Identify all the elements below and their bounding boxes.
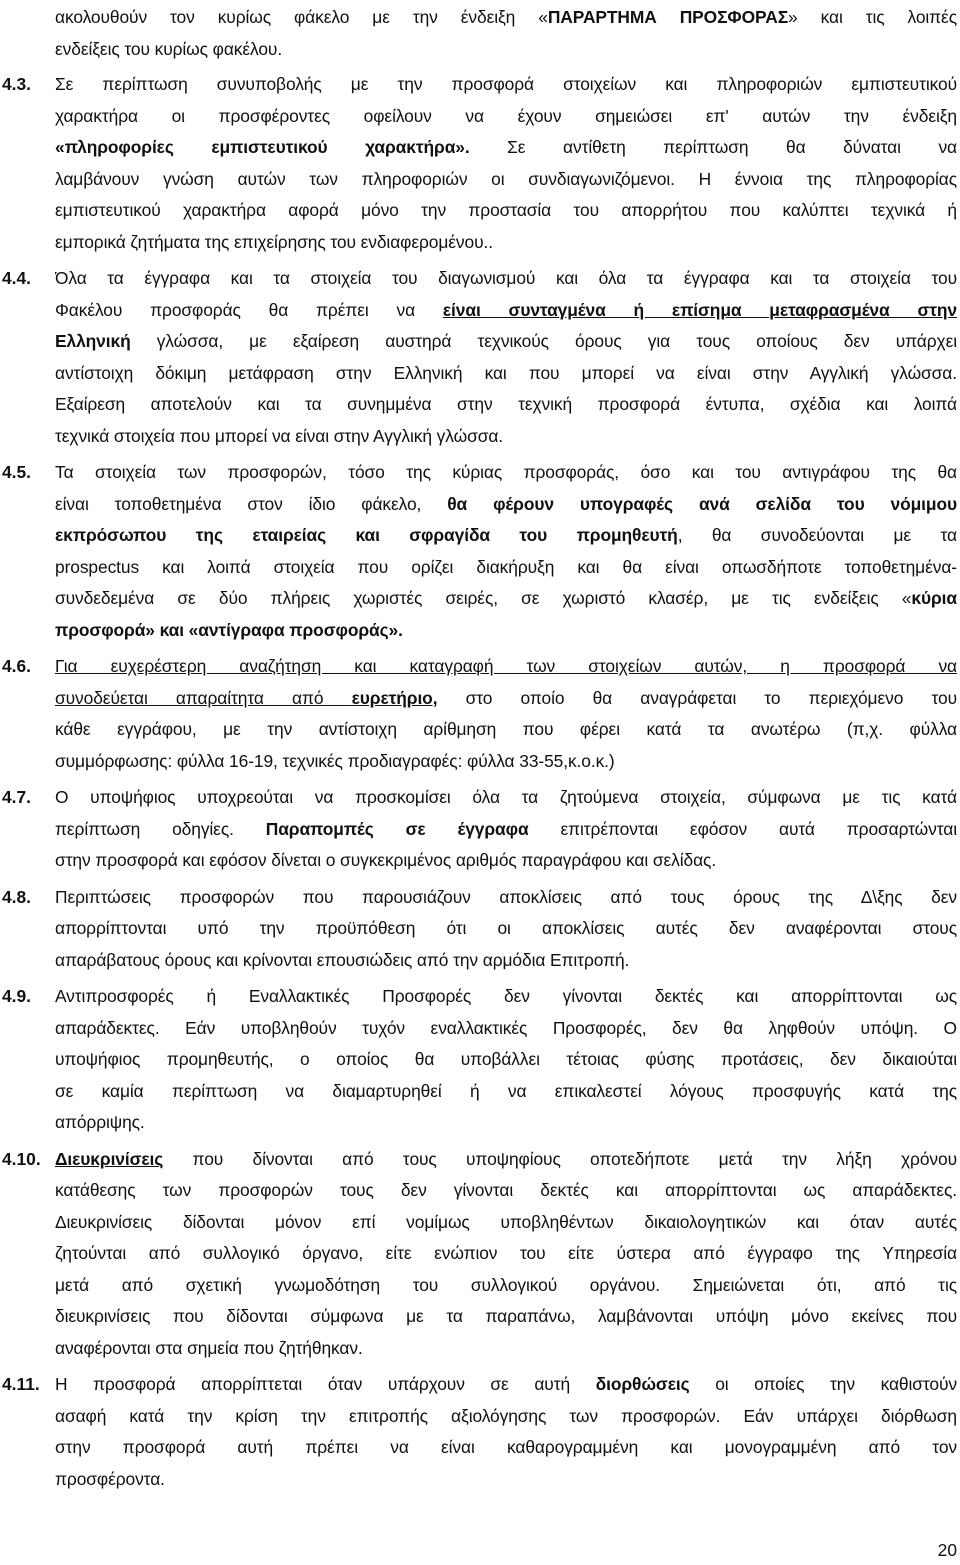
text-run: διορθώσεις [595, 1374, 690, 1394]
text-run: Ελληνική [55, 331, 131, 351]
text-run: Διευκρινίσεις δίδονται μόνον επί νομίμως υποβληθέντων δικαιολογητικών και όταν αυτές [55, 1212, 957, 1232]
text-run: ΠΑΡΑΡΤΗΜΑ ΠΡΟΣΦΟΡΑΣ [547, 7, 789, 27]
text-line [55, 489, 957, 519]
text-run: οι οποίες την καθιστούν [689, 1374, 957, 1394]
text-run: επιτρέπονται εφόσον αυτά προσαρτώνται [528, 819, 957, 839]
text-run: κατάθεσης των προσφορών τους δεν γίνονται δεκτές και απορρίπτονται ως απαράδεκτες. [55, 1180, 957, 1200]
text-line [55, 615, 957, 645]
text-run: Η προσφορά απορρίπτεται όταν υπάρχουν σε αυτή [55, 1374, 596, 1394]
text-line [55, 651, 957, 681]
text-line [55, 1107, 957, 1137]
text-line [55, 295, 957, 325]
text-line [55, 1333, 957, 1363]
text-run: γλώσσα, με εξαίρεση αυστηρά τεχνικούς όρους για τους οποίους δεν υπάρχει [130, 331, 957, 351]
text-line [55, 195, 957, 225]
text-run: Φακέλου προσφοράς θα πρέπει να [55, 300, 443, 320]
text-line [55, 1270, 957, 1300]
text-line [55, 34, 957, 64]
text-run: «πληροφορίες εμπιστευτικού χαρακτήρα». [55, 137, 470, 157]
text-line [55, 1301, 957, 1331]
text-run: συμμόρφωσης: φύλλα 16-19, τεχνικές προδιαγραφές: φύλλα 33-55,κ.ο.κ.) [55, 751, 615, 771]
text-line [55, 981, 957, 1011]
text-run: ζητούνται από συλλογικό όργανο, είτε ενώπιον του είτε ύστερα από έγγραφο της Υπηρεσία [55, 1243, 957, 1263]
text-run: στο οποίο θα αναγράφεται το περιεχόμενο του [437, 688, 957, 708]
text-run: prospectus και λοιπά στοιχεία που ορίζει διακήρυξη και θα είναι οπωσδήποτε τοποθετημένα- [55, 557, 957, 577]
text-line [55, 421, 957, 451]
text-line [55, 552, 957, 582]
text-line [55, 2, 957, 32]
text-line [55, 457, 957, 487]
text-run: εμπιστευτικού χαρακτήρα αφορά μόνο την προστασία του απορρήτου που καλύπτει τεχνικά ή [55, 200, 957, 220]
text-line [55, 1238, 957, 1268]
section-number: 4.8. [2, 887, 32, 907]
text-line [55, 132, 957, 162]
text-run: στην προσφορά αυτή πρέπει να είναι καθαρογραμμένη και μονογραμμένη από τον [55, 1437, 957, 1457]
text-run: Αντιπροσφορές ή Εναλλακτικές Προσφορές δεν γίνονται δεκτές και απορρίπτονται ως [55, 986, 957, 1006]
text-line [55, 1401, 957, 1431]
text-line [55, 1207, 957, 1237]
text-run: συνδεδεμένα σε δύο πλήρεις χωριστές σειρές, σε χωριστό κλασέρ, με τις ενδείξεις « [55, 588, 912, 608]
text-line [55, 814, 957, 844]
section-number: 4.5. [2, 462, 32, 482]
text-line [55, 1432, 957, 1462]
text-run: Παραπομπές σε έγγραφα [265, 819, 529, 839]
section-number: 4.4. [2, 268, 32, 288]
text-run: είναι συνταγμένα ή επίσημα μεταφρασμένα στην [442, 300, 957, 320]
text-line [55, 1464, 957, 1494]
text-run: Όλα τα έγγραφα και τα στοιχεία του διαγωνισμού και όλα τα έγγραφα και τα στοιχεία του [55, 268, 957, 288]
text-run: Ο υποψήφιος υποχρεούται να προσκομίσει όλα τα ζητούμενα στοιχεία, σύμφωνα με τις κατά [55, 787, 957, 807]
text-run: υποψήφιος προμηθευτής, ο οποίος θα υποβάλλει τέτοιας φύσης προτάσεις, δεν δικαιούται [55, 1049, 957, 1069]
section-number: 4.10. [2, 1149, 41, 1169]
text-run: συνοδεύεται απαραίτητα από [55, 688, 352, 708]
text-run: που δίνονται από τους υποψηφίους οποτεδήποτε μετά την λήξη χρόνου [163, 1149, 957, 1169]
text-run: προσφέροντα. [55, 1469, 165, 1489]
text-run: αντίστοιχη δόκιμη μετάφραση στην Ελληνική και που μπορεί να είναι στην Αγγλική γλώσσα. [55, 363, 957, 383]
text-line [55, 845, 957, 875]
text-run: ευρετήριο, [351, 688, 438, 708]
section-number: 4.7. [2, 787, 32, 807]
page-number: 20 [937, 1540, 957, 1560]
text-run: περίπτωση οδηγίες. [55, 819, 266, 839]
text-run: , θα συνοδεύονται με τα [677, 525, 957, 545]
text-run: Σε αντίθετη περίπτωση θα δύναται να [469, 137, 957, 157]
text-line [55, 358, 957, 388]
text-line [55, 882, 957, 912]
text-line [55, 746, 957, 776]
text-run: χαρακτήρα οι προσφέροντες οφείλουν να έχουν σημειώσει επ' αυτών την ένδειξη [55, 106, 957, 126]
section-number: 4.6. [2, 656, 32, 676]
text-run: διευκρινίσεις που δίδονται σύμφωνα με τα παραπάνω, λαμβάνονται υπόψη μόνο εκείνες που [55, 1306, 957, 1326]
text-run: θα φέρουν υπογραφές ανά σελίδα του νόμιμου [447, 494, 957, 514]
text-line [55, 227, 957, 257]
text-run: απαράβατους όρους και κρίνονται επουσιώδεις από την αρμόδια Επιτροπή. [55, 950, 630, 970]
text-line [55, 164, 957, 194]
text-run: στην προσφορά και εφόσον δίνεται ο συγκεκριμένος αριθμός παραγράφου και σελίδας. [55, 850, 717, 870]
text-line [55, 714, 957, 744]
text-run: μετά από σχετική γνωμοδότηση του συλλογικού οργάνου. Σημειώνεται ότι, από τις [55, 1275, 957, 1295]
text-line [55, 1013, 957, 1043]
text-run: Τα στοιχεία των προσφορών, τόσο της κύριας προσφοράς, όσο και του αντιγράφου της θα [55, 462, 957, 482]
section-number: 4.9. [2, 986, 32, 1006]
text-line [55, 389, 957, 419]
text-line [55, 1144, 957, 1174]
text-line [55, 1369, 957, 1399]
text-run: ενδείξεις του κυρίως φακέλου. [55, 39, 283, 59]
section-number: 4.11. [2, 1374, 40, 1394]
text-line [55, 1175, 957, 1205]
text-run: τεχνικά στοιχεία που μπορεί να είναι στην Αγγλική γλώσσα. [55, 426, 504, 446]
text-run: απαράδεκτες. Εάν υποβληθούν τυχόν εναλλακτικές Προσφορές, δεν θα ληφθούν υπόψη. Ο [55, 1018, 957, 1038]
text-line [55, 782, 957, 812]
text-run: Διευκρινίσεις [55, 1149, 164, 1169]
text-line [55, 263, 957, 293]
text-run: είναι τοποθετημένα στον ίδιο φάκελο, [55, 494, 448, 514]
text-line [55, 1044, 957, 1074]
text-run: ασαφή κατά την κρίση την επιτροπής αξιολόγησης των προσφορών. Εάν υπάρχει διόρθωση [55, 1406, 957, 1426]
text-line [55, 69, 957, 99]
text-run: Εξαίρεση αποτελούν και τα συνημμένα στην τεχνική προσφορά έντυπα, σχέδια και λοιπά [55, 394, 957, 414]
text-run: ακολουθούν τον κυρίως φάκελο με την ένδειξη « [55, 7, 548, 27]
text-run: Περιπτώσεις προσφορών που παρουσιάζουν αποκλίσεις από τους όρους της Δ\ξης δεν [55, 887, 957, 907]
text-run: Σε περίπτωση συνυποβολής με την προσφορά στοιχείων και πληροφοριών εμπιστευτικού [55, 74, 957, 94]
text-line [55, 326, 957, 356]
section-number: 4.3. [2, 74, 32, 94]
text-run: προσφορά» και «αντίγραφα προσφοράς». [55, 620, 403, 640]
text-line [55, 683, 957, 713]
text-line [55, 945, 957, 975]
text-run: Για ευχερέστερη αναζήτηση και καταγραφή των στοιχείων αυτών, η προσφορά να [55, 656, 957, 676]
text-line [55, 520, 957, 550]
text-run: απορρίπτονται υπό την προϋπόθεση ότι οι αποκλίσεις αυτές δεν αναφέρονται στους [55, 918, 957, 938]
text-run: απόρριψης. [55, 1112, 145, 1132]
text-run: σε καμία περίπτωση να διαμαρτυρηθεί ή να επικαλεστεί λόγους προσφυγής κατά της [55, 1081, 957, 1101]
text-run: αναφέρονται στα σημεία που ζητήθηκαν. [55, 1338, 363, 1358]
text-run: λαμβάνουν γνώση αυτών των πληροφοριών οι συνδιαγωνιζόμενοι. Η έννοια της πληροφορίας [55, 169, 957, 189]
text-run: εκπρόσωπου της εταιρείας και σφραγίδα του προμηθευτή [55, 525, 678, 545]
text-run: κάθε εγγράφου, με την αντίστοιχη αρίθμηση που φέρει κατά τα ανωτέρω (π,χ. φύλλα [55, 719, 957, 739]
text-line [55, 101, 957, 131]
text-run: εμπορικά ζητήματα της επιχείρησης του ενδιαφερομένου.. [55, 232, 493, 252]
text-run: κύρια [911, 588, 957, 608]
text-line [55, 1076, 957, 1106]
text-line [55, 913, 957, 943]
text-line [55, 583, 957, 613]
text-run: » και τις λοιπές [788, 7, 957, 27]
